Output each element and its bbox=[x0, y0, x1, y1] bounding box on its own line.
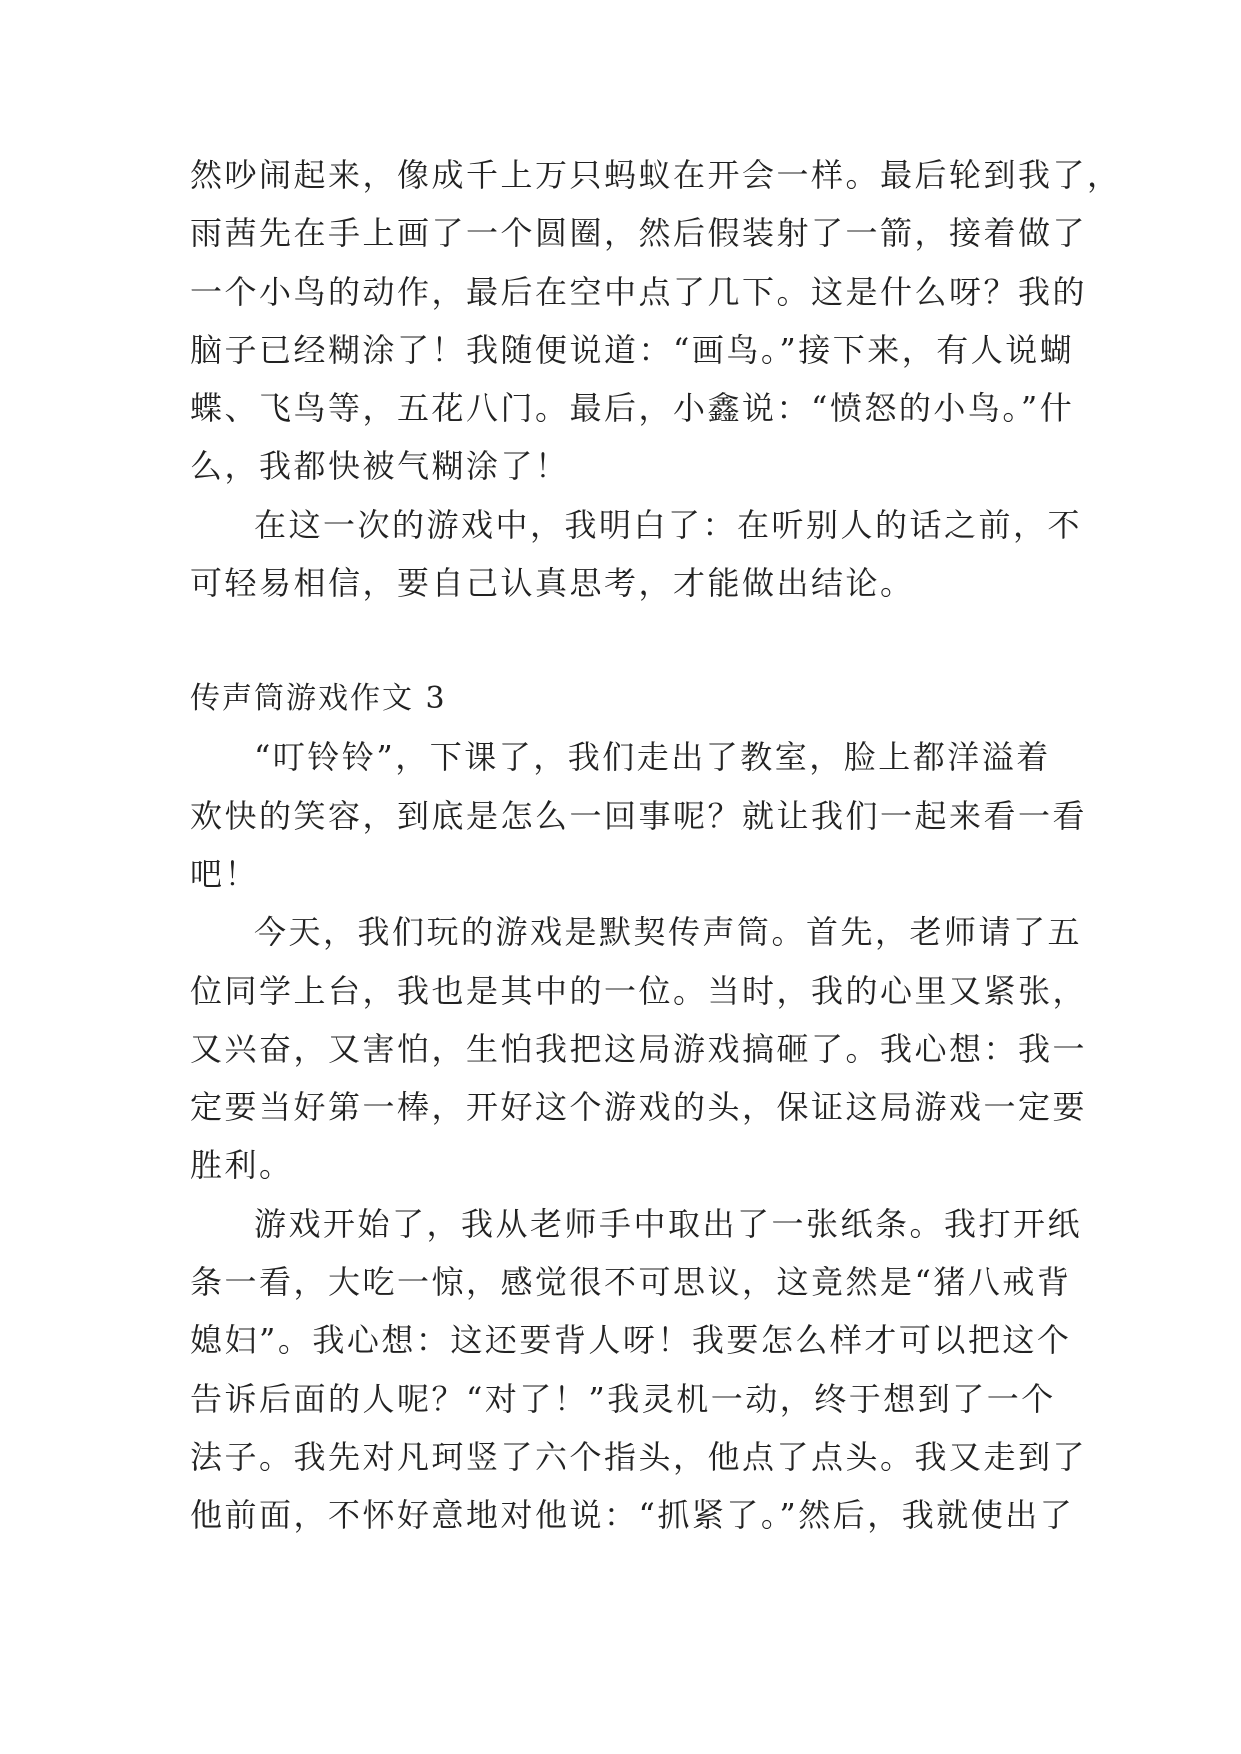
text-line: 今天，我们玩的游戏是默契传声筒。首先，老师请了五 bbox=[254, 913, 1083, 952]
article3-paragraph-2 bbox=[190, 903, 1088, 1194]
text-line: 定要当好第一棒，开好这个游戏的头，保证这局游戏一定要 bbox=[190, 1088, 1088, 1127]
text-line: 么，我都快被气糊涂了！ bbox=[190, 447, 570, 486]
text-line: “叮铃铃”，下课了，我们走出了教室，脸上都洋溢着 bbox=[254, 738, 1051, 777]
text-line: 在这一次的游戏中，我明白了：在听别人的话之前，不 bbox=[254, 505, 1083, 544]
section-gap bbox=[190, 612, 1070, 670]
text-line: 雨茜先在手上画了一个圆圈，然后假装射了一箭，接着做了 bbox=[190, 214, 1088, 253]
text-line: 媳妇”。我心想：这还要背人呀！我要怎么样才可以把这个 bbox=[190, 1321, 1072, 1360]
text-line: 一个小鸟的动作，最后在空中点了几下。这是什么呀？我的 bbox=[190, 272, 1088, 311]
text-line: 法子。我先对凡珂竖了六个指头，他点了点头。我又走到了 bbox=[190, 1437, 1088, 1476]
text-line: 位同学上台，我也是其中的一位。当时，我的心里又紧张， bbox=[190, 971, 1088, 1010]
text-line: 游戏开始了，我从老师手中取出了一张纸条。我打开纸 bbox=[254, 1204, 1083, 1243]
text-line: 告诉后面的人呢？“对了！”我灵机一动，终于想到了一个 bbox=[190, 1379, 1056, 1418]
section1-paragraph bbox=[190, 146, 1122, 496]
article3-paragraph-3 bbox=[190, 1195, 1088, 1545]
text-line: 吧！ bbox=[190, 854, 260, 893]
article-title: 传声筒游戏作文 3 bbox=[190, 681, 447, 717]
text-line: 脑子已经糊涂了！我随便说道：“画鸟。”接下来，有人说蝴 bbox=[190, 330, 1075, 369]
article3-paragraph-1 bbox=[190, 728, 1088, 903]
text-line: 他前面，不怀好意地对他说：“抓紧了。”然后，我就使出了 bbox=[190, 1496, 1075, 1535]
text-line: 又兴奋，又害怕，生怕我把这局游戏搞砸了。我心想：我一 bbox=[190, 1029, 1088, 1068]
text-line: 条一看，大吃一惊，感觉很不可思议，这竟然是“猪八戒背 bbox=[190, 1263, 1072, 1302]
text-line: 然吵闹起来，像成千上万只蚂蚁在开会一样。最后轮到我了， bbox=[190, 156, 1122, 194]
text-line: 欢快的笑容，到底是怎么一回事呢？就让我们一起来看一看 bbox=[190, 796, 1088, 835]
section1-conclusion-paragraph bbox=[190, 496, 1083, 613]
text-line: 胜利。 bbox=[190, 1146, 294, 1185]
document-body bbox=[190, 146, 1122, 1545]
text-line: 可轻易相信，要自己认真思考，才能做出结论。 bbox=[190, 564, 915, 603]
text-line: 蝶、飞鸟等，五花八门。最后，小鑫说：“愤怒的小鸟。”什 bbox=[190, 389, 1075, 428]
